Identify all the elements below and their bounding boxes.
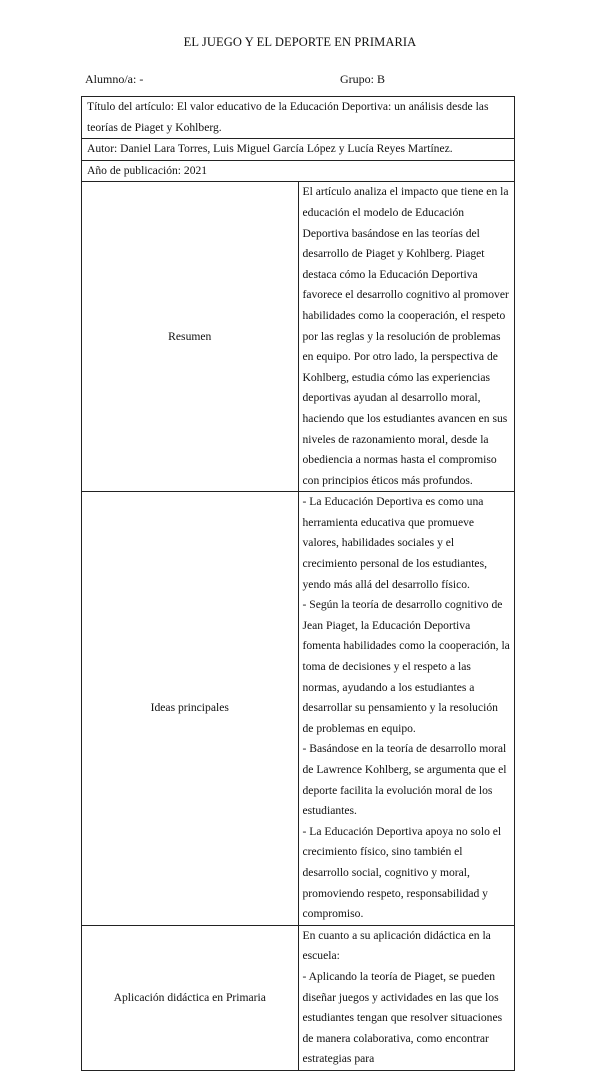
- group-field: Grupo: B: [340, 72, 385, 86]
- ideas-label-text: Ideas principales: [150, 701, 229, 715]
- aplicacion-row: [82, 925, 515, 1070]
- ideas-row: [82, 492, 515, 925]
- aplicacion-intro: En cuanto a su aplicación didáctica en la escuela:: [302, 928, 491, 963]
- article-title-row: [82, 97, 515, 139]
- ideas-content: [298, 492, 515, 925]
- idea-item: - Según la teoría de desarrollo cognitivo de Jean Piaget, la Educación Deportiva fomenta habilidades como la cooperación, la toma de decisiones y el respeto a las normas, ayudando a los estudiantes a desarrollar su pensamiento y la resolución de problemas en equipo.: [302, 598, 510, 735]
- idea-item: - La Educación Deportiva apoya no solo el crecimiento físico, sino también el desarrollo social, cognitivo y moral, promoviendo respeto, responsabilidad y compromiso.: [302, 824, 502, 921]
- article-summary-table: [81, 96, 515, 1071]
- article-title-cell: Título del artículo: El valor educativo de la Educación Deportiva: un análisis desde las teorías de Piaget y Kohlberg.: [82, 97, 515, 139]
- student-field: Alumno/a: -: [85, 72, 144, 86]
- resumen-row: [82, 182, 515, 492]
- ideas-label: [82, 492, 299, 925]
- resumen-label: Resumen: [82, 182, 299, 492]
- document-title: EL JUEGO Y EL DEPORTE EN PRIMARIA: [183, 35, 417, 49]
- article-authors-row: [82, 139, 515, 161]
- article-year-row: [82, 160, 515, 182]
- aplicacion-content: [298, 925, 515, 1070]
- idea-item: - La Educación Deportiva es como una herramienta educativa que promueve valores, habilidades sociales y el crecimiento personal de los estudiantes, yendo más allá del desarrollo físico.: [302, 495, 487, 591]
- article-year-cell: Año de publicación: 2021: [82, 160, 515, 182]
- article-authors-cell: Autor: Daniel Lara Torres, Luis Miguel García López y Lucía Reyes Martínez.: [82, 139, 515, 161]
- aplicacion-label: Aplicación didáctica en Primaria: [82, 925, 299, 1070]
- resumen-text: El artículo analiza el impacto que tiene en la educación el modelo de Educación Deportiva basándose en las teorías del desarrollo de Piaget y Kohlberg. Piaget destaca cómo la Educación Deportiva favorece el desarrollo cognitivo al promover habilidades como la cooperación, el respeto por las reglas y la resolución de problemas en equipo. Por otro lado, la perspectiva de Kohlberg, estudia cómo las experiencias deportivas ayudan al desarrollo moral, haciendo que los estudiantes avancen en sus niveles de razonamiento moral, desde la obediencia a normas hasta el compromiso con principios éticos más profundos.: [298, 182, 515, 492]
- idea-item: - Basándose en la teoría de desarrollo moral de Lawrence Kohlberg, se argumenta que el deporte facilita la evolución moral de los estudiantes.: [302, 742, 507, 818]
- aplicacion-item: - Aplicando la teoría de Piaget, se pueden diseñar juegos y actividades en las que los estudiantes tengan que resolver situaciones de manera colaborativa, como encontrar estrategias para: [302, 969, 503, 1066]
